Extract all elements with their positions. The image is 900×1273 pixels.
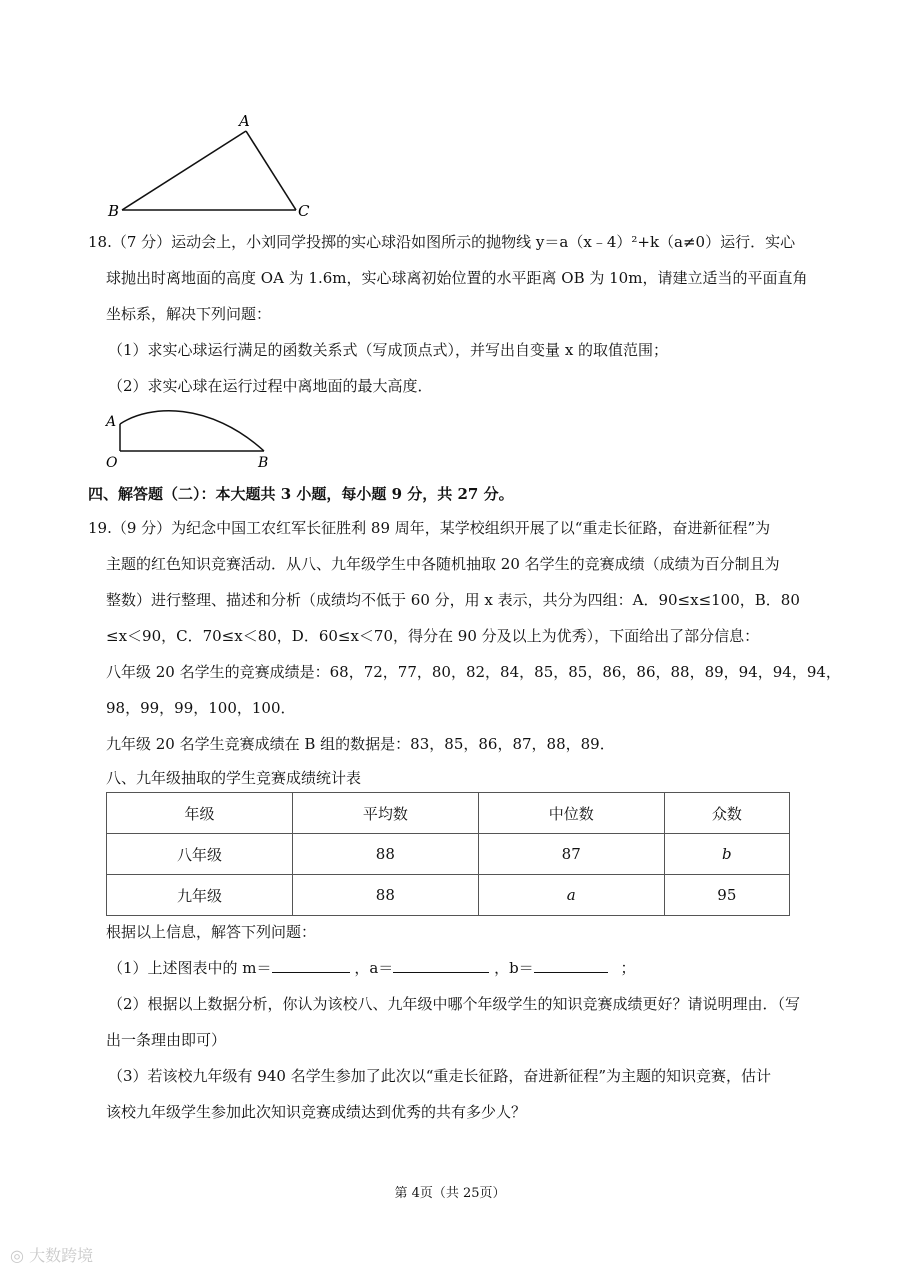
q19-sub-1 bbox=[108, 958, 635, 978]
q19-sub-2-line-2: 出一条理由即可） bbox=[106, 1031, 227, 1049]
triangle-side-ac bbox=[246, 131, 296, 210]
table-cell: a bbox=[478, 875, 664, 916]
triangle-side-ab bbox=[122, 131, 246, 210]
page-footer: 第 4页（共 25页） bbox=[394, 1186, 506, 1201]
vertex-label-c: C bbox=[298, 202, 310, 220]
watermark-text: 大数跨境 bbox=[29, 1246, 94, 1265]
table-header: 平均数 bbox=[292, 793, 478, 834]
table-cell: 88 bbox=[292, 834, 478, 875]
parabola-figure bbox=[100, 404, 280, 474]
q18-sub-1: （1）求实心球运行满足的函数关系式（写成顶点式），并写出自变量 x 的取值范围； bbox=[108, 341, 669, 359]
q19-sub-3-line-2: 该校九年级学生参加此次知识竞赛成绩达到优秀的共有多少人？ bbox=[106, 1103, 527, 1121]
table-header-row bbox=[107, 793, 790, 834]
q19-sub-3-line-1: （3）若该校九年级有 940 名学生参加了此次以“重走长征路，奋进新征程”为主题的知识竞赛，估计 bbox=[108, 1067, 772, 1085]
watermark-icon: ◎ bbox=[10, 1246, 24, 1265]
sub1-end: ； bbox=[620, 959, 636, 977]
answer-blank-a[interactable] bbox=[393, 958, 489, 973]
watermark bbox=[10, 1243, 93, 1266]
sub1-b-label: ，b＝ bbox=[494, 959, 534, 977]
table-row bbox=[107, 875, 790, 916]
table-cell: 九年级 bbox=[107, 875, 293, 916]
section-4-heading: 四、解答题（二）：本大题共 3 小题，每小题 9 分，共 27 分。 bbox=[88, 485, 514, 503]
grade8-scores-line-1: 八年级 20 名学生的竞赛成绩是：68，72，77，80，82，84，85，85，86，86，88，89，94，94，94， bbox=[106, 663, 841, 681]
table-header: 中位数 bbox=[478, 793, 664, 834]
q19-intro: 根据以上信息，解答下列问题： bbox=[106, 923, 317, 941]
q19-line-1: 19.（9 分）为纪念中国工农红军长征胜利 89 周年，某学校组织开展了以“重走长征路，奋进新征程”为 bbox=[88, 519, 771, 537]
point-label-o: O bbox=[106, 455, 118, 471]
q19-sub-2-line-1: （2）根据以上数据分析，你认为该校八、九年级中哪个年级学生的知识竞赛成绩更好？请说明理由．（写 bbox=[108, 995, 801, 1013]
vertex-label-b: B bbox=[108, 202, 120, 220]
table-cell: 95 bbox=[664, 875, 789, 916]
point-label-a: A bbox=[106, 414, 117, 430]
parabola-curve bbox=[120, 411, 264, 451]
table-cell: 88 bbox=[292, 875, 478, 916]
q19-line-3: 整数）进行整理、描述和分析（成绩均不低于 60 分，用 x 表示，共分为四组：A．90≤x≤100，B．80 bbox=[106, 591, 800, 609]
q19-line-4: ≤x＜90，C．70≤x＜80，D．60≤x＜70，得分在 90 分及以上为优秀），下面给出了部分信息： bbox=[106, 627, 760, 645]
table-cell: b bbox=[664, 834, 789, 875]
sub1-a-label: ，a＝ bbox=[354, 959, 394, 977]
table-row bbox=[107, 834, 790, 875]
stats-table bbox=[106, 792, 790, 916]
sub1-prefix: （1）上述图表中的 m＝ bbox=[108, 959, 272, 977]
q18-line-3: 坐标系，解决下列问题： bbox=[106, 305, 272, 323]
point-label-b: B bbox=[258, 455, 269, 471]
q19-line-2: 主题的红色知识竞赛活动．从八、九年级学生中各随机抽取 20 名学生的竞赛成绩（成绩为百分制且为 bbox=[106, 555, 780, 573]
grade8-scores-line-2: 98，99，99，100，100． bbox=[106, 699, 296, 717]
answer-blank-m[interactable] bbox=[272, 958, 350, 973]
q18-line-1: 18.（7 分）运动会上，小刘同学投掷的实心球沿如图所示的抛物线 y＝a（x﹣4）²+k（a≠0）运行．实心 bbox=[88, 233, 796, 251]
triangle-figure bbox=[100, 108, 320, 223]
table-header: 众数 bbox=[664, 793, 789, 834]
table-cell: 八年级 bbox=[107, 834, 293, 875]
answer-blank-b[interactable] bbox=[534, 958, 608, 973]
q18-sub-2: （2）求实心球在运行过程中离地面的最大高度． bbox=[108, 377, 433, 395]
vertex-label-a: A bbox=[239, 112, 250, 130]
table-header: 年级 bbox=[107, 793, 293, 834]
table-title: 八、九年级抽取的学生竞赛成绩统计表 bbox=[106, 769, 362, 787]
grade9-b-group: 九年级 20 名学生竞赛成绩在 B 组的数据是：83，85，86，87，88，89． bbox=[106, 735, 615, 753]
table-cell: 87 bbox=[478, 834, 664, 875]
q18-line-2: 球抛出时离地面的高度 OA 为 1.6m，实心球离初始位置的水平距离 OB 为 10m，请建立适当的平面直角 bbox=[106, 269, 808, 287]
